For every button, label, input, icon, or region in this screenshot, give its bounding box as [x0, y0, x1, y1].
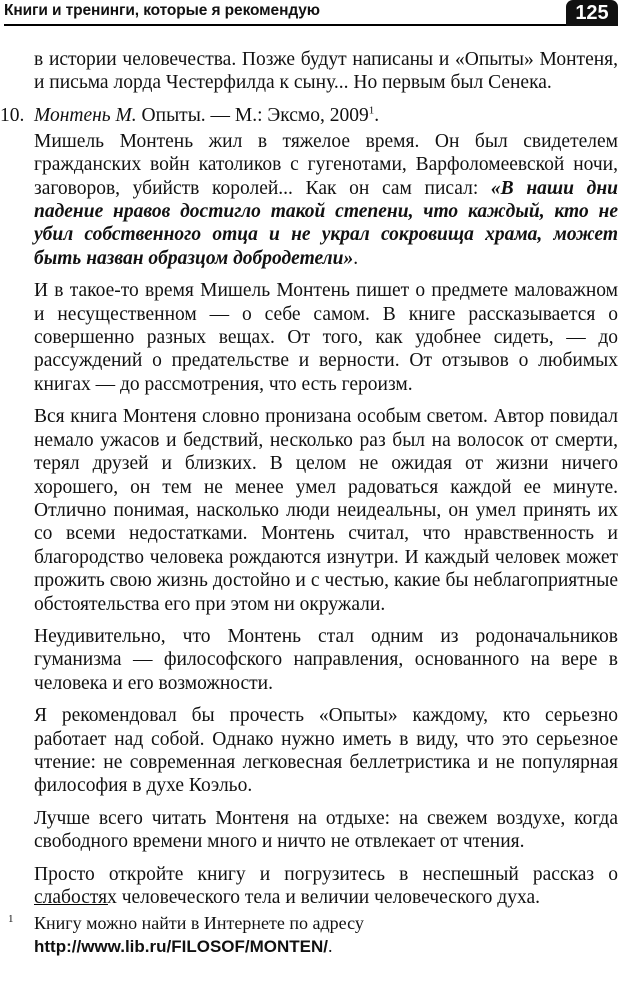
header-divider — [4, 24, 568, 26]
paragraph-recommendation: Я рекомендовал бы прочесть «Опыты» каждому, кто серьезно работает над собой. Однако нужно иметь в виду, что это серьезное чтение: не современная легковесная беллетристика и не популярная философия в духе Коэльо. — [34, 705, 618, 797]
reference-number: 10. — [0, 105, 25, 126]
book-reference — [0, 104, 618, 128]
paragraph-humanism: Неудивительно, что Монтень стал одним из родоначальников гуманизма — философского направления, основанного на вере в человека и его возможности. — [34, 625, 618, 694]
paragraph-subject: И в такое-то время Мишель Монтень пишет о предмете маловажном и несущественном — о себе самом. В книге рассказывается о совершенно разных вещах. От того, как удобнее сидеть, — до рассуждений о предательстве и верности. От отзывов о любимых книгах — до рассмотрения, что есть героизм. — [34, 280, 618, 395]
footnote-number: 1 — [8, 913, 14, 925]
paragraph-montaigne-life — [34, 130, 618, 270]
quote-end: . — [353, 247, 359, 269]
footnote-body: Книгу можно найти в Интернете по адресу — [34, 913, 364, 933]
footnote-text — [34, 912, 618, 958]
paragraph-text: Мишель Монтень жил в тяжелое время. Он был свидетелем гражданских войн католиков с гугенотами, Варфоломеевской ночи, заговоров, убийств королей... Как он сам писал: — [34, 130, 618, 199]
footnote-divider — [34, 904, 108, 905]
running-header — [0, 0, 620, 28]
page-number-badge: 125 — [566, 0, 618, 26]
reference-end: . — [374, 105, 380, 126]
reference-author: Монтень М. — [34, 105, 137, 126]
footnote-end: . — [328, 936, 333, 956]
page-body — [34, 48, 618, 918]
paragraph-intro: в истории человечества. Позже будут написаны и «Опыты» Монтеня, и письма лорда Честерфилда к сыну... Но первым был Сенека. — [34, 49, 618, 94]
running-header-title: Книги и тренинги, которые я рекомендую — [4, 2, 320, 19]
paragraph-light: Вся книга Монтеня словно пронизана особым светом. Автор повидал немало ужасов и бедствий, несколько раз был на волосок от смерти, терял друзей и близких. В целом не ожидая от жизни ничего хорошего, он тем не менее умел радоваться каждой ее минуте. Отлично понимая, насколько люди неидеальны, он умел принять их со всеми недостатками. Монтень считал, что нравственность и благородство человека рождаются изнутри. И каждый человек может прожить свою жизнь достойно и с честью, какие бы неблагоприятные обстоятельства его при этом ни окружали. — [34, 406, 618, 615]
paragraph-reading-advice: Лучше всего читать Монтеня на отдыхе: на свежем воздухе, когда свободного времени много и ничто не отвлекает от чтения. — [34, 807, 618, 853]
reference-title: Опыты. — М.: Эксмо, 2009 — [136, 105, 369, 126]
paragraph-closing: Просто откройте книгу и погрузитесь в неспешный рассказ о слабостях человеческого тела и величии человеческого духа. — [34, 863, 618, 908]
footnote-url: http://www.lib.ru/FILOSOF/MONTEN/ — [34, 937, 329, 956]
footnote-marker: 1 — [368, 104, 375, 117]
montaigne-quote: «В наши дни падение нравов достигло такой степени, что каждый, кто не убил собственного отца и не украл сокровища храма, может быть назван образцом добродетели» — [34, 177, 619, 269]
footnote — [8, 912, 618, 958]
